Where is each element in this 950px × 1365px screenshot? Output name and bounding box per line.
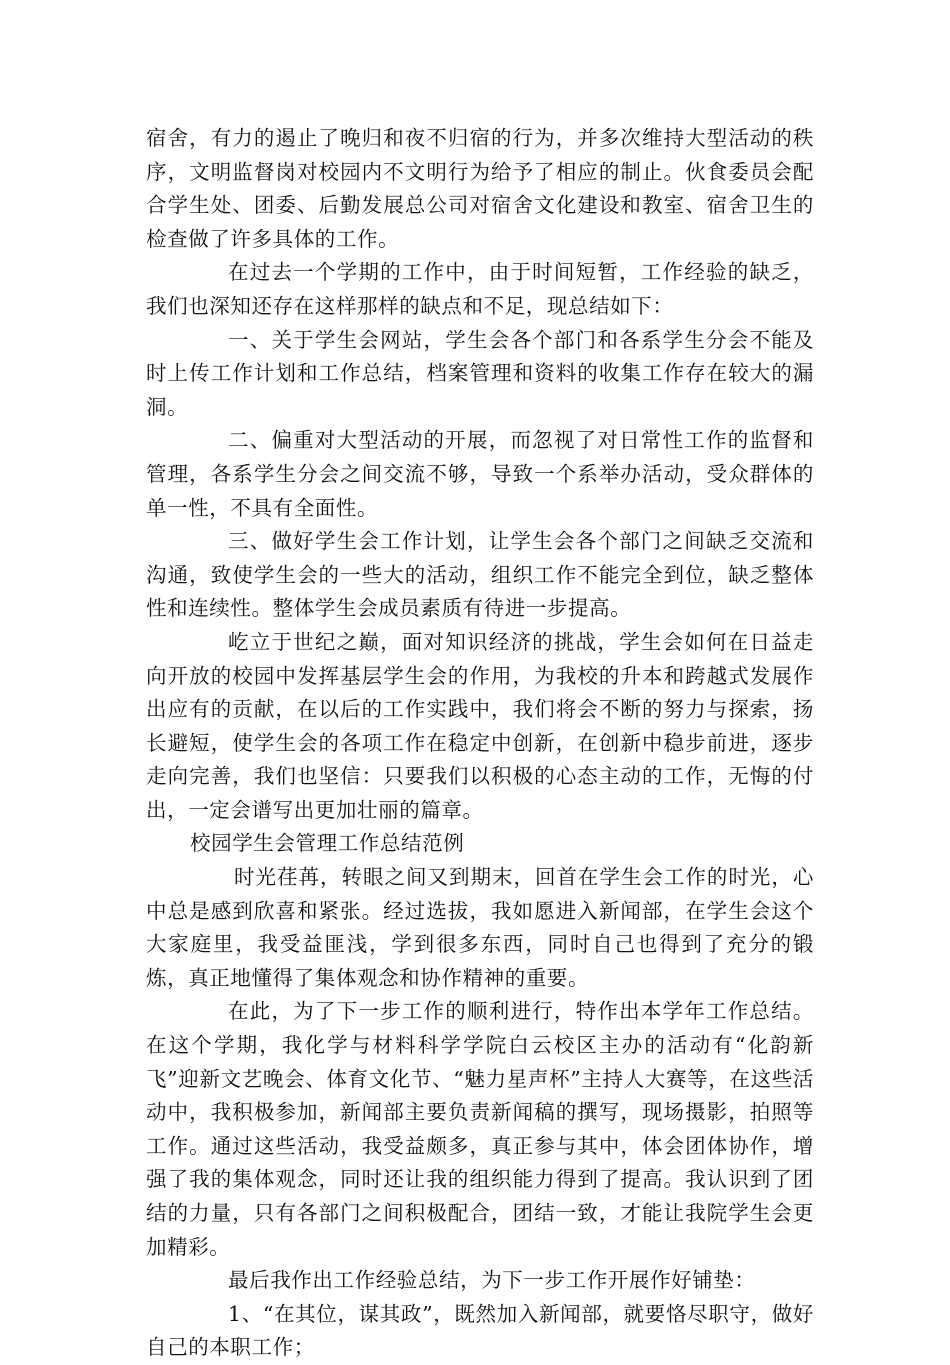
document-body [146, 122, 814, 1365]
paragraph-year-summary: 在此，为了下一步工作的顺利进行，特作出本学年工作总结。在这个学期，我化学与材料科学学院白云校区主办的活动有“化韵新飞”迎新文艺晚会、体育文化节、“魅力星声杯”主持人大赛等，在这些活动中，我积极参加，新闻部主要负责新闻稿的撰写，现场摄影，拍照等工作。通过这些活动，我受益颇多，真正参与其中，体会团体协作，增强了我的集体观念，同时还让我的组织能力得到了提高。我认识到了团结的力量，只有各部门之间积极配合，团结一致，才能让我院学生会更加精彩。 [146, 999, 814, 1259]
paragraph-conclusion: 屹立于世纪之巅，面对知识经济的挑战，学生会如何在日益走向开放的校园中发挥基层学生会的作用，为我校的升本和跨越式发展作出应有的贡献，在以后的工作实践中，我们将会不断的努力与探索，扬长避短，使学生会的各项工作在稳定中创新，在创新中稳步前进，逐步走向完善，我们也坚信：只要我们以积极的心态主动的工作，无悔的付出，一定会谱写出更加壮丽的篇章。 [146, 629, 814, 822]
paragraph-point-one: 一、关于学生会网站，学生会各个部门和各系学生分会不能及时上传工作计划和工作总结，档案管理和资料的收集工作存在较大的漏洞。 [146, 327, 814, 419]
section-title: 校园学生会管理工作总结范例 [190, 831, 465, 856]
paragraph-experience-intro: 最后我作出工作经验总结，为下一步工作开展作好铺垫： [228, 1268, 756, 1293]
paragraph-time-flies: 时光荏苒，转眼之间又到期末，回首在学生会工作的时光，心中总是感到欣喜和紧张。经过选拔，我如愿进入新闻部，在学生会这个大家庭里，我受益匪浅，学到很多东西，同时自己也得到了充分的锻炼，真正地懂得了集体观念和协作精神的重要。 [146, 865, 814, 990]
paragraph-dormitory-continuation: 宿舍，有力的遏止了晚归和夜不归宿的行为，并多次维持大型活动的秩序，文明监督岗对校园内不文明行为给予了相应的制止。伙食委员会配合学生处、团委、后勤发展总公司对宿舍文化建设和教室、宿舍卫生的检查做了许多具体的工作。 [146, 126, 814, 251]
paragraph-shortcomings-intro: 在过去一个学期的工作中，由于时间短暂，工作经验的缺乏，我们也深知还存在这样那样的缺点和不足，现总结如下： [146, 260, 814, 318]
paragraph-point-two: 二、偏重对大型活动的开展，而忽视了对日常性工作的监督和管理，各系学生分会之间交流不够，导致一个系举办活动，受众群体的单一性，不具有全面性。 [146, 428, 814, 520]
paragraph-point-three: 三、做好学生会工作计划，让学生会各个部门之间缺乏交流和沟通，致使学生会的一些大的活动，组织工作不能完全到位，缺乏整体性和连续性。整体学生会成员素质有待进一步提高。 [146, 529, 814, 621]
paragraph-experience-item-1: 1、“在其位，谋其政”，既然加入新闻部，就要恪尽职守，做好自己的本职工作； [146, 1301, 814, 1360]
